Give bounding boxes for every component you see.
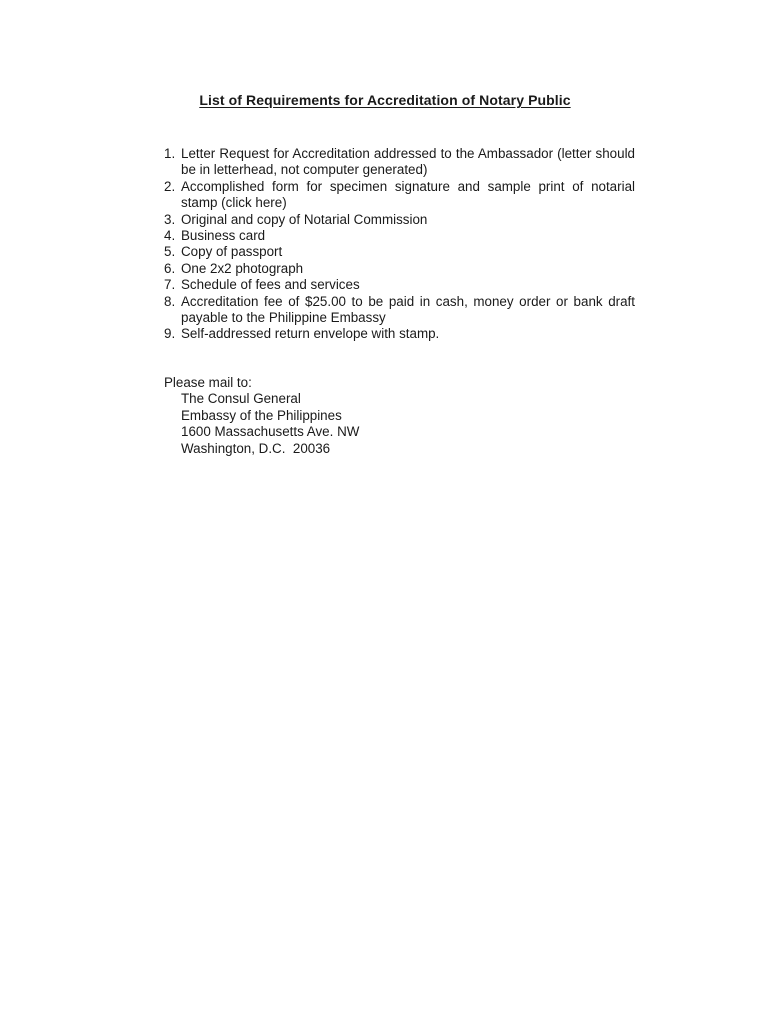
list-item-number: 9. [164,326,176,342]
mail-recipient: The Consul General [181,391,301,407]
mailing-address-block [164,375,359,457]
mail-organization: Embassy of the Philippines [181,407,342,423]
list-item-text: Business card [181,228,266,244]
list-item [164,261,635,277]
list-item-number: 8. [164,293,176,309]
list-item-text: Original and copy of Notarial Commission [181,211,428,227]
list-item [164,228,635,244]
list-item [164,244,635,260]
list-item-text: Accomplished form for specimen signature and sample print of notarial stamp (click here) [181,178,635,211]
list-item-text: Accreditation fee of $25.00 to be paid in cash, money order or bank draft payable to the Philippine Embassy [181,293,635,326]
list-item [164,326,635,342]
list-item-number: 4. [164,228,176,244]
list-item [164,294,635,327]
list-item-number: 3. [164,211,176,227]
list-item [164,277,635,293]
list-item [164,179,635,212]
list-item-number: 5. [164,244,176,260]
list-item [164,146,635,179]
list-item-text: Letter Request for Accreditation addressed to the Ambassador (letter should be in letterhead, not computer generated) [181,146,635,178]
list-item-text: Schedule of fees and services [181,277,360,293]
list-item-number: 1. [164,146,176,161]
list-item-number: 2. [164,178,176,194]
list-item-number: 6. [164,260,176,276]
list-item [164,212,635,228]
requirements-list [164,146,635,343]
list-item-text: Copy of passport [181,244,283,260]
mail-intro: Please mail to: [164,375,252,390]
list-item-number: 7. [164,277,176,293]
mail-street: 1600 Massachusetts Ave. NW [181,424,360,440]
document-title: List of Requirements for Accreditation of Notary Public [199,92,571,108]
mail-city: Washington, D.C. 20036 [181,440,331,456]
list-item-text: One 2x2 photograph [181,260,304,276]
list-item-text: Self-addressed return envelope with stamp. [181,326,440,342]
